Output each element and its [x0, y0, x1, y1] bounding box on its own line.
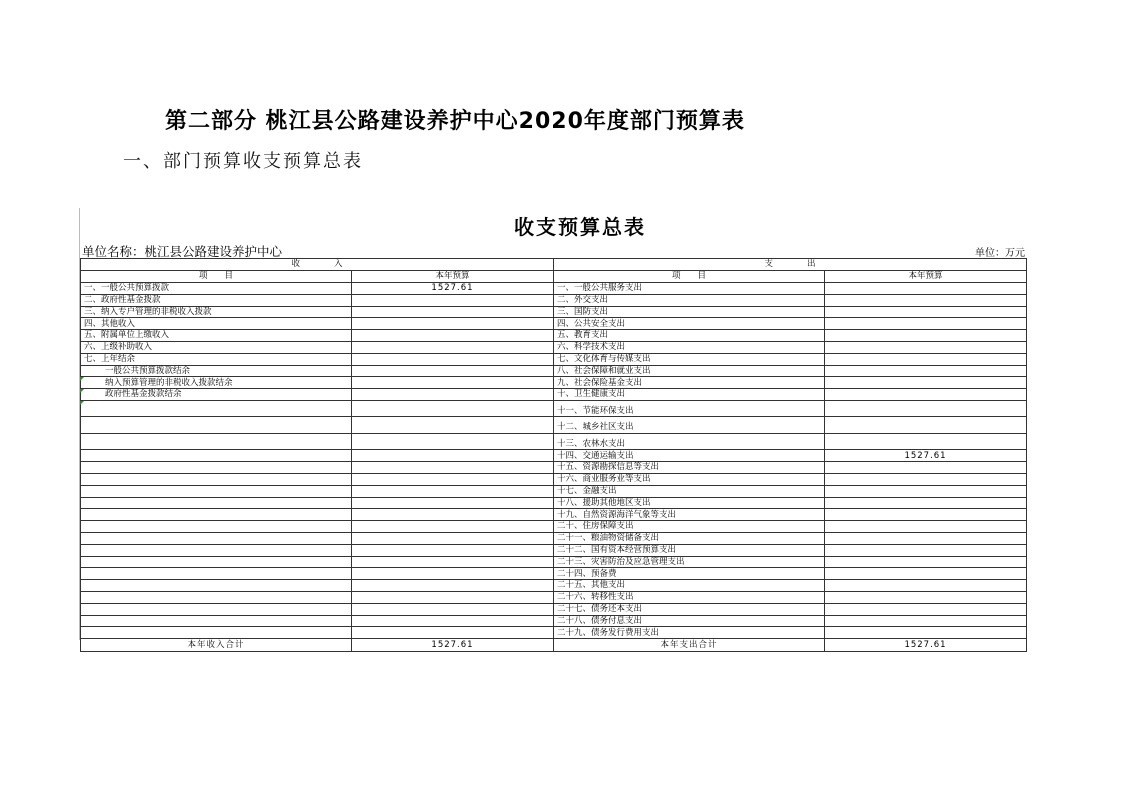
expense-budget-cell [825, 417, 1027, 434]
expense-item-cell: 二十五、其他支出 [554, 580, 825, 592]
cell-note-marker [80, 401, 84, 405]
income-item-cell [81, 417, 352, 434]
table-row [81, 294, 1027, 306]
total-income-label: 本年收入合计 [81, 639, 352, 652]
income-item-cell [81, 615, 352, 627]
expense-budget-cell [825, 294, 1027, 306]
expense-item-cell: 二十、住房保障支出 [554, 521, 825, 533]
income-item-cell [81, 603, 352, 615]
income-item-cell [81, 580, 352, 592]
income-budget-cell [352, 450, 554, 462]
expense-budget-cell [825, 341, 1027, 353]
expense-item-cell: 二、外交支出 [554, 294, 825, 306]
table-row [81, 627, 1027, 639]
income-budget-cell [352, 603, 554, 615]
income-budget-cell [352, 330, 554, 342]
expense-budget-cell [825, 544, 1027, 556]
expense-budget-cell [825, 365, 1027, 377]
expense-budget-cell [825, 400, 1027, 417]
income-item-cell: 一般公共预算拨款结余 [81, 365, 352, 377]
expense-item-cell: 七、文化体育与传媒支出 [554, 353, 825, 365]
table-row [81, 365, 1027, 377]
income-budget-cell [352, 318, 554, 330]
table-row [81, 330, 1027, 342]
expense-budget-cell [825, 627, 1027, 639]
table-row [81, 377, 1027, 389]
budget-summary-table [80, 258, 1027, 652]
income-item-cell: 五、附属单位上缴收入 [81, 330, 352, 342]
table-row [81, 592, 1027, 604]
income-budget-cell [352, 400, 554, 417]
expense-budget-cell [825, 283, 1027, 295]
expense-item-cell: 三、国防支出 [554, 306, 825, 318]
income-item-cell [81, 521, 352, 533]
income-budget-cell [352, 417, 554, 434]
table-total-row [81, 639, 1027, 652]
table-row [81, 306, 1027, 318]
table-row [81, 509, 1027, 521]
income-item-cell [81, 485, 352, 497]
expense-budget-cell [825, 568, 1027, 580]
income-item-column-header: 项 目 [81, 271, 352, 283]
expense-item-cell: 二十六、转移性支出 [554, 592, 825, 604]
expense-item-cell: 十七、金融支出 [554, 485, 825, 497]
expense-item-cell: 十五、资源勘探信息等支出 [554, 462, 825, 474]
expense-budget-cell [825, 497, 1027, 509]
expense-item-cell: 二十四、预备费 [554, 568, 825, 580]
expense-budget-cell [825, 462, 1027, 474]
expense-item-cell: 四、公共安全支出 [554, 318, 825, 330]
expense-group-header: 支 出 [554, 259, 1027, 271]
expense-budget-cell [825, 521, 1027, 533]
expense-item-cell: 二十一、粮油物资储备支出 [554, 533, 825, 545]
expense-item-cell: 二十七、债务还本支出 [554, 603, 825, 615]
income-budget-cell [352, 521, 554, 533]
table-row [81, 568, 1027, 580]
expense-budget-cell [825, 556, 1027, 568]
income-budget-cell [352, 497, 554, 509]
table-row [81, 400, 1027, 417]
income-item-cell [81, 509, 352, 521]
income-budget-cell: 1527.61 [352, 283, 554, 295]
expense-item-cell: 十二、城乡社区支出 [554, 417, 825, 434]
expense-item-cell: 十三、农林水支出 [554, 433, 825, 450]
expense-item-cell: 二十二、国有资本经营预算支出 [554, 544, 825, 556]
income-budget-cell [352, 306, 554, 318]
expense-item-cell: 十八、援助其他地区支出 [554, 497, 825, 509]
expense-budget-cell [825, 485, 1027, 497]
income-item-cell [81, 556, 352, 568]
expense-item-cell: 二十三、灾害防治及应急管理支出 [554, 556, 825, 568]
expense-budget-cell [825, 580, 1027, 592]
section-subheading: 一、部门预算收支预算总表 [123, 151, 363, 172]
income-item-cell [81, 592, 352, 604]
expense-budget-cell [825, 353, 1027, 365]
income-item-cell [81, 544, 352, 556]
table-row [81, 603, 1027, 615]
income-item-cell [81, 474, 352, 486]
income-budget-cell [352, 627, 554, 639]
table-row [81, 450, 1027, 462]
sheet-title: 收支预算总表 [514, 215, 646, 239]
table-row [81, 341, 1027, 353]
income-budget-cell [352, 462, 554, 474]
expense-budget-cell [825, 433, 1027, 450]
expense-budget-cell [825, 603, 1027, 615]
table-row [81, 353, 1027, 365]
expense-budget-column-header: 本年预算 [825, 271, 1027, 283]
expense-budget-cell [825, 318, 1027, 330]
income-item-cell: 三、纳入专户管理的非税收入拨款 [81, 306, 352, 318]
income-budget-cell [352, 365, 554, 377]
income-budget-cell [352, 556, 554, 568]
income-budget-cell [352, 389, 554, 401]
expense-item-cell: 十一、节能环保支出 [554, 400, 825, 417]
table-row [81, 389, 1027, 401]
income-budget-cell [352, 580, 554, 592]
income-budget-cell [352, 509, 554, 521]
table-row [81, 474, 1027, 486]
income-item-cell [81, 568, 352, 580]
income-budget-cell [352, 353, 554, 365]
total-expense-value: 1527.61 [825, 639, 1027, 652]
income-item-cell [81, 627, 352, 639]
expense-budget-cell [825, 377, 1027, 389]
total-expense-label: 本年支出合计 [554, 639, 825, 652]
table-row [81, 615, 1027, 627]
table-row [81, 521, 1027, 533]
income-item-cell: 七、上年结余 [81, 353, 352, 365]
income-item-cell: 纳入预算管理的非税收入拨款结余 [81, 377, 352, 389]
table-row [81, 556, 1027, 568]
expense-item-cell: 十九、自然资源海洋气象等支出 [554, 509, 825, 521]
income-budget-cell [352, 474, 554, 486]
income-budget-column-header: 本年预算 [352, 271, 554, 283]
table-group-header-row [81, 259, 1027, 271]
income-budget-cell [352, 544, 554, 556]
table-row [81, 544, 1027, 556]
expense-budget-cell [825, 330, 1027, 342]
income-item-cell [81, 450, 352, 462]
expense-budget-cell [825, 306, 1027, 318]
table-row [81, 283, 1027, 295]
income-budget-cell [352, 615, 554, 627]
income-item-cell: 六、上级补助收入 [81, 341, 352, 353]
expense-item-cell: 一、一般公共服务支出 [554, 283, 825, 295]
cell-note-marker [80, 389, 84, 393]
document-heading: 第二部分 桃江县公路建设养护中心2020年度部门预算表 [165, 109, 745, 134]
income-item-cell: 政府性基金拨款结余 [81, 389, 352, 401]
income-item-cell [81, 400, 352, 417]
income-budget-cell [352, 533, 554, 545]
income-item-cell [81, 533, 352, 545]
expense-item-cell: 八、社会保障和就业支出 [554, 365, 825, 377]
income-item-cell [81, 462, 352, 474]
table-row [81, 485, 1027, 497]
table-row [81, 318, 1027, 330]
expense-item-cell: 十四、交通运输支出 [554, 450, 825, 462]
unit-measure: 单位：万元 [975, 248, 1025, 259]
expense-budget-cell [825, 474, 1027, 486]
table-row [81, 462, 1027, 474]
income-item-cell: 四、其他收入 [81, 318, 352, 330]
income-budget-cell [352, 341, 554, 353]
table-row [81, 533, 1027, 545]
expense-item-cell: 二十八、债务付息支出 [554, 615, 825, 627]
expense-item-column-header: 项 目 [554, 271, 825, 283]
income-item-cell: 一、一般公共预算拨款 [81, 283, 352, 295]
income-budget-cell [352, 485, 554, 497]
unit-name: 单位名称：桃江县公路建设养护中心 [82, 244, 283, 259]
expense-item-cell: 六、科学技术支出 [554, 341, 825, 353]
expense-budget-cell [825, 615, 1027, 627]
income-group-header: 收 入 [81, 259, 554, 271]
table-row [81, 417, 1027, 434]
total-income-value: 1527.61 [352, 639, 554, 652]
table-column-header-row [81, 271, 1027, 283]
income-item-cell: 二、政府性基金拨款 [81, 294, 352, 306]
expense-item-cell: 二十九、债务发行费用支出 [554, 627, 825, 639]
table-row [81, 433, 1027, 450]
expense-budget-cell [825, 592, 1027, 604]
income-item-cell [81, 497, 352, 509]
expense-budget-cell: 1527.61 [825, 450, 1027, 462]
income-budget-cell [352, 433, 554, 450]
expense-budget-cell [825, 389, 1027, 401]
expense-item-cell: 九、社会保险基金支出 [554, 377, 825, 389]
table-row [81, 580, 1027, 592]
expense-budget-cell [825, 509, 1027, 521]
income-budget-cell [352, 592, 554, 604]
expense-item-cell: 五、教育支出 [554, 330, 825, 342]
income-item-cell [81, 433, 352, 450]
income-budget-cell [352, 568, 554, 580]
income-budget-cell [352, 377, 554, 389]
expense-item-cell: 十六、商业服务业等支出 [554, 474, 825, 486]
cell-note-marker [80, 377, 84, 381]
table-row [81, 497, 1027, 509]
expense-budget-cell [825, 533, 1027, 545]
expense-item-cell: 十、卫生健康支出 [554, 389, 825, 401]
income-budget-cell [352, 294, 554, 306]
